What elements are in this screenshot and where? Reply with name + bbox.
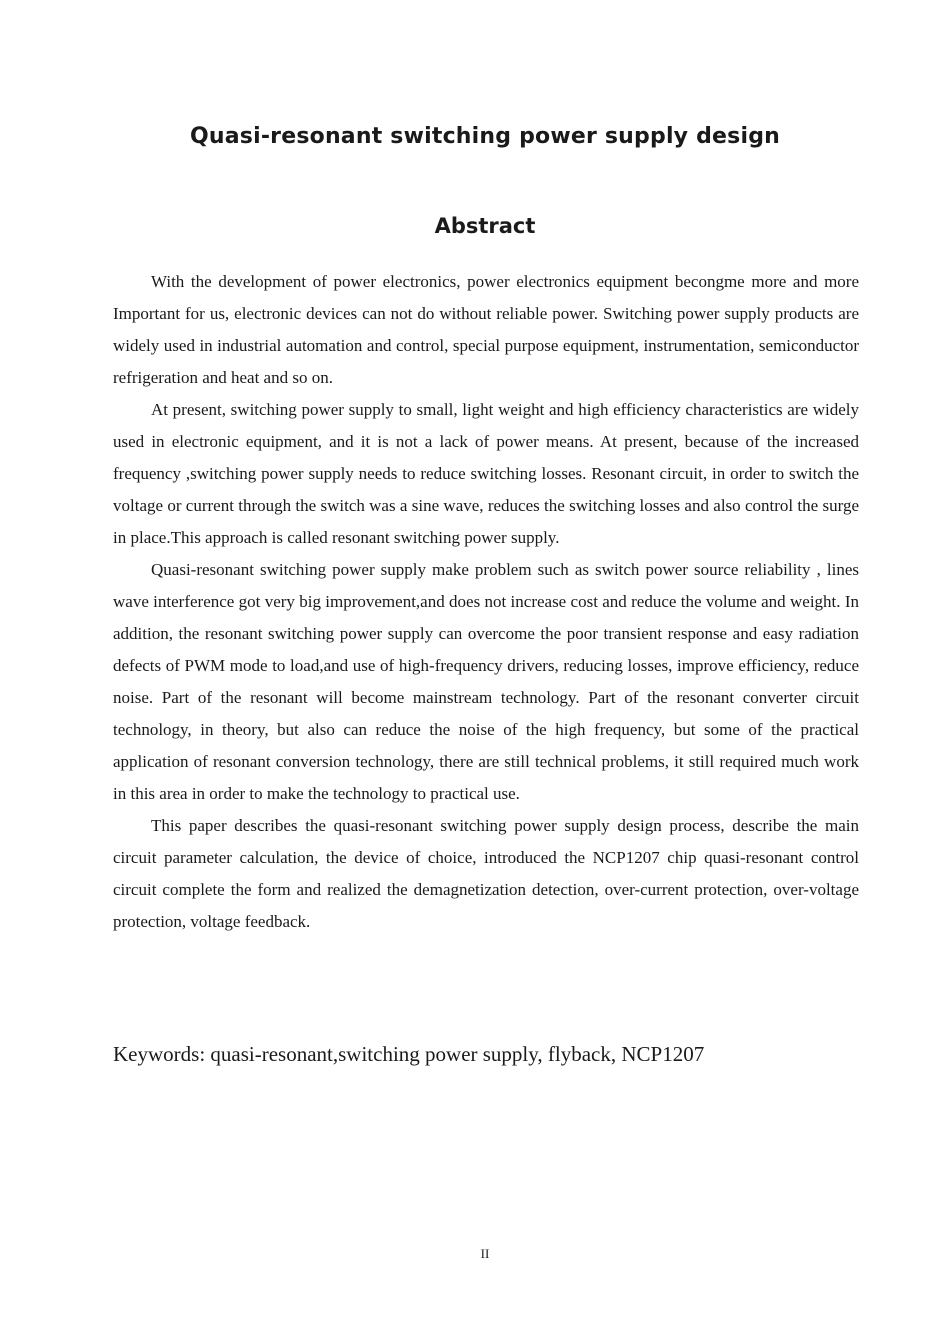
- abstract-heading: Abstract: [434, 214, 536, 238]
- abstract-paragraph: Quasi-resonant switching power supply make problem such as switch power source reliability , lines wave interference got very big improvement,and does not increase cost and reduce the volume and weight. In addition, the resonant switching power supply can overcome the poor transient response and easy radiation defects of PWM mode to load,and use of high-frequency drivers, reducing losses, improve efficiency, reduce noise. Part of the resonant will become mainstream technology. Part of the resonant converter circuit technology, in theory, but also can reduce the noise of the high frequency, but some of the practical application of resonant conversion technology, there are still technical problems, it still required much work in this area in order to make the technology to practical use.: [113, 560, 859, 803]
- keywords-line: Keywords: quasi-resonant,switching power supply, flyback, NCP1207: [113, 1042, 705, 1066]
- page-number: II: [480, 1246, 490, 1261]
- abstract-paragraph: With the development of power electronics, power electronics equipment becongme more and more Important for us, electronic devices can not do without reliable power. Switching power supply products are widely used in industrial automation and control, special purpose equipment, instrumentation, semiconductor refrigeration and heat and so on.: [113, 272, 859, 387]
- abstract-paragraph: This paper describes the quasi-resonant switching power supply design process, describe the main circuit parameter calculation, the device of choice, introduced the NCP1207 chip quasi-resonant control circuit complete the form and realized the demagnetization detection, over-current protection, over-voltage protection, voltage feedback.: [113, 816, 859, 931]
- abstract-body: [113, 266, 859, 938]
- abstract-paragraph: At present, switching power supply to small, light weight and high efficiency characteristics are widely used in electronic equipment, and it is not a lack of power means. At present, because of the increased frequency ,switching power supply needs to reduce switching losses. Resonant circuit, in order to switch the voltage or current through the switch was a sine wave, reduces the switching losses and also control the surge in place.This approach is called resonant switching power supply.: [113, 400, 859, 547]
- document-title: Quasi-resonant switching power supply design: [189, 124, 781, 149]
